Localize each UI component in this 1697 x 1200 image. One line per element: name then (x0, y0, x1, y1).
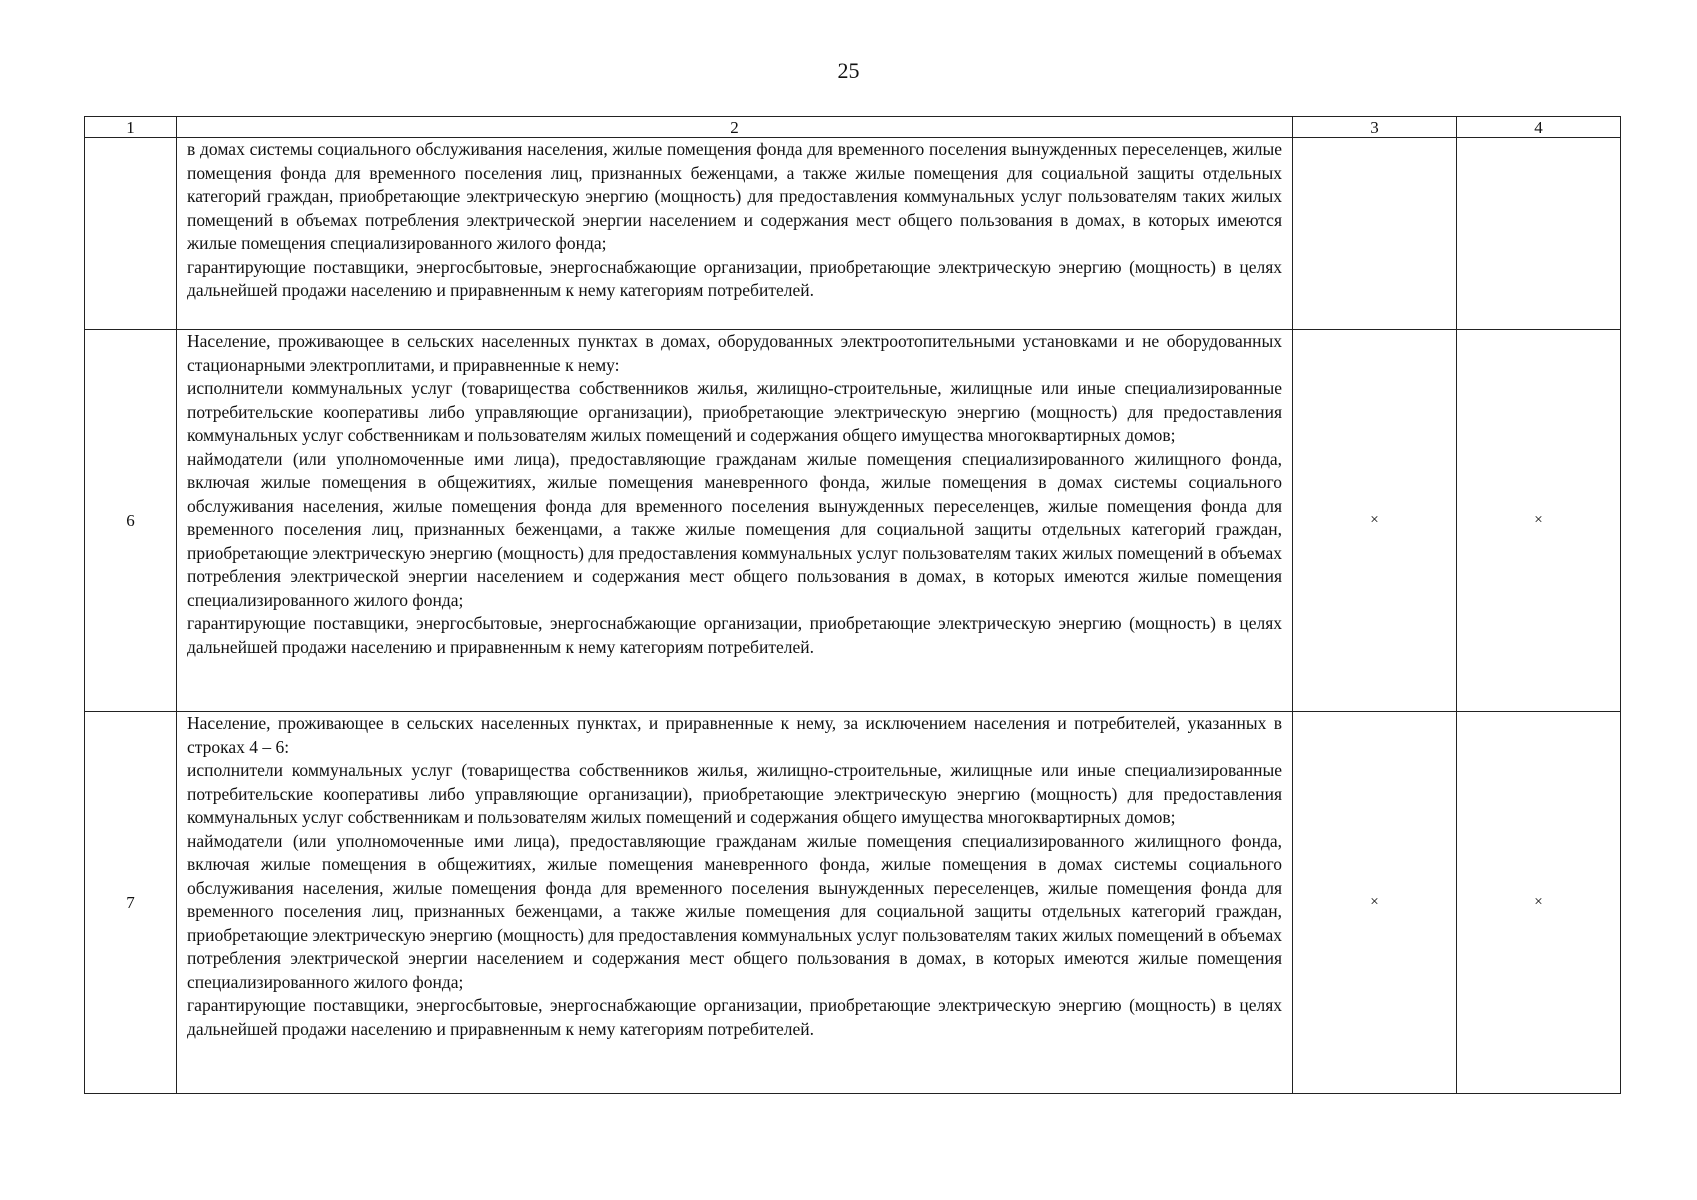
column-header-1: 1 (85, 117, 177, 138)
row-description (177, 330, 1293, 712)
page-number: 25 (837, 58, 860, 83)
row-number: 7 (85, 712, 177, 1094)
column-header-4: 4 (1457, 117, 1621, 138)
row-paragraph: Население, проживающее в сельских населенных пунктах, и приравненные к нему, за исключением населения и потребителей, указанных в строках 4 – 6: (187, 713, 1282, 757)
table-row (85, 138, 1621, 330)
table-row (85, 330, 1621, 712)
row-paragraph: наймодатели (или уполномоченные ими лица), предоставляющие гражданам жилые помещения специализированного жилищного фонда, включая жилые помещения в общежитиях, жилые помещения маневренного фонда, жилые помещения в домах системы социального обслуживания населения, жилые помещения фонда для временного поселения вынужденных переселенцев, жилые помещения фонда для временного поселения лиц, признанных беженцами, а также жилые помещения для социальной защиты отдельных категорий граждан, приобретающие электрическую энергию (мощность) для предоставления коммунальных услуг пользователям таких жилых помещений в объемах потребления электрической энергии населением и содержания мест общего пользования в домах, в которых имеются жилые помещения специализированного жилого фонда; (187, 448, 1282, 610)
column-3-mark (1293, 138, 1457, 330)
column-4-mark (1457, 138, 1621, 330)
table-header-row (85, 117, 1621, 138)
row-paragraph: в домах системы социального обслуживания населения, жилые помещения фонда для временного поселения вынужденных переселенцев, жилые помещения фонда для временного поселения лиц, признанных беженцами, а также жилые помещения для социальной защиты отдельных категорий граждан, приобретающие электрическую энергию (мощность) для предоставления коммунальных услуг пользователям таких жилых помещений в объемах потребления электрической энергии населением и содержания мест общего пользования в домах, в которых имеются жилые помещения специализированного жилого фонда; (187, 139, 1282, 253)
row-number (85, 138, 177, 330)
column-3-mark: × (1293, 330, 1457, 712)
column-header-2: 2 (177, 117, 1293, 138)
column-4-mark: × (1457, 712, 1621, 1094)
column-4-mark: × (1457, 330, 1621, 712)
row-paragraph: Население, проживающее в сельских населенных пунктах в домах, оборудованных электроотопительными установками и не оборудованных стационарными электроплитами, и приравненные к нему: (187, 331, 1282, 375)
row-number: 6 (85, 330, 177, 712)
tariff-table (84, 116, 1621, 1094)
row-paragraph: исполнители коммунальных услуг (товарищества собственников жилья, жилищно-строительные, жилищные или иные специализированные потребительские кооперативы либо управляющие организации), приобретающие электрическую энергию (мощность) для предоставления коммунальных услуг собственникам и пользователям жилых помещений и содержания общего имущества многоквартирных домов; (187, 760, 1282, 827)
row-paragraph: наймодатели (или уполномоченные ими лица), предоставляющие гражданам жилые помещения специализированного жилищного фонда, включая жилые помещения в общежитиях, жилые помещения маневренного фонда, жилые помещения в домах системы социального обслуживания населения, жилые помещения фонда для временного поселения вынужденных переселенцев, жилые помещения фонда для временного поселения лиц, признанных беженцами, а также жилые помещения для социальной защиты отдельных категорий граждан, приобретающие электрическую энергию (мощность) для предоставления коммунальных услуг пользователям таких жилых помещений в объемах потребления электрической энергии населением и содержания мест общего пользования в домах, в которых имеются жилые помещения специализированного жилого фонда; (187, 830, 1282, 992)
row-paragraph: гарантирующие поставщики, энергосбытовые, энергоснабжающие организации, приобретающие электрическую энергию (мощность) в целях дальнейшей продажи населению и приравненным к нему категориям потребителей. (187, 613, 1282, 657)
row-paragraph: гарантирующие поставщики, энергосбытовые, энергоснабжающие организации, приобретающие электрическую энергию (мощность) в целях дальнейшей продажи населению и приравненным к нему категориям потребителей. (187, 995, 1282, 1039)
row-paragraph: исполнители коммунальных услуг (товарищества собственников жилья, жилищно-строительные, жилищные или иные специализированные потребительские кооперативы либо управляющие организации), приобретающие электрическую энергию (мощность) для предоставления коммунальных услуг собственникам и пользователям жилых помещений и содержания общего имущества многоквартирных домов; (187, 378, 1282, 445)
row-paragraph: гарантирующие поставщики, энергосбытовые, энергоснабжающие организации, приобретающие электрическую энергию (мощность) в целях дальнейшей продажи населению и приравненным к нему категориям потребителей. (187, 256, 1282, 300)
row-description (177, 138, 1293, 330)
column-3-mark: × (1293, 712, 1457, 1094)
row-description (177, 712, 1293, 1094)
column-header-3: 3 (1293, 117, 1457, 138)
table-row (85, 712, 1621, 1094)
